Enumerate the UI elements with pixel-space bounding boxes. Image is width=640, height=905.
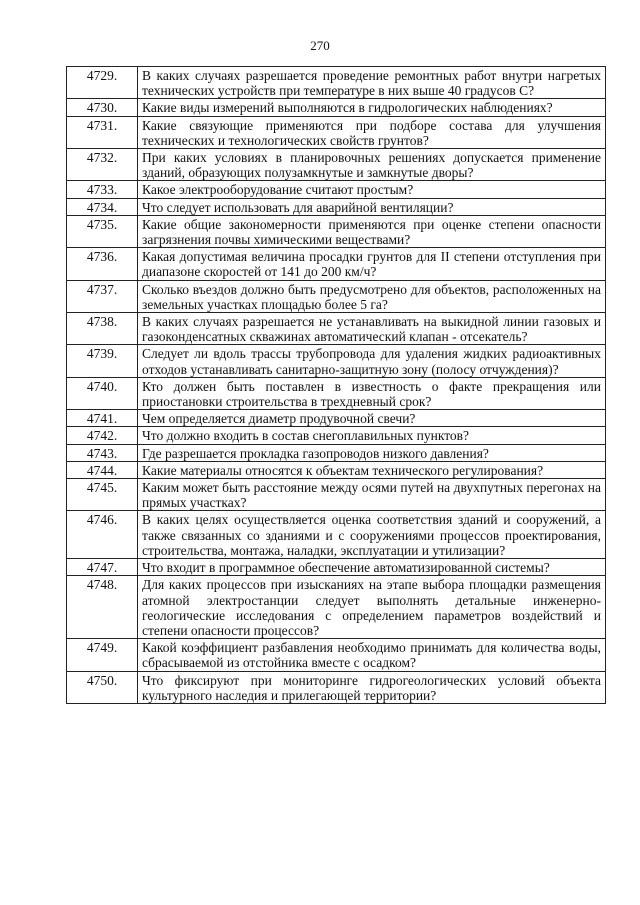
question-text: Какие материалы относятся к объектам технического регулирования? [138, 461, 606, 478]
question-text: В каких случаях разрешается не устанавливать на выкидной линии газовых и газоконденсатных скважинах автоматический клапан - отсекатель? [138, 313, 606, 345]
table-row [67, 198, 606, 215]
question-text: Какие общие закономерности применяются при оценке степени опасности загрязнения почвы химическими веществами? [138, 215, 606, 247]
table-row [67, 345, 606, 377]
question-number: 4747. [67, 559, 138, 576]
question-number: 4742. [67, 427, 138, 444]
question-number: 4730. [67, 99, 138, 116]
table-row [67, 280, 606, 312]
table-row [67, 67, 606, 99]
question-text: Каким может быть расстояние между осями путей на двухпутных перегонах на прямых участках? [138, 479, 606, 511]
question-number: 4737. [67, 280, 138, 312]
table-row [67, 461, 606, 478]
question-number: 4741. [67, 410, 138, 427]
table-row [67, 427, 606, 444]
question-text: Чем определяется диаметр продувочной свечи? [138, 410, 606, 427]
table-row [67, 639, 606, 671]
table-row [67, 99, 606, 116]
question-text: Что следует использовать для аварийной вентиляции? [138, 198, 606, 215]
page-number: 270 [310, 38, 330, 53]
question-text: Кто должен быть поставлен в известность о факте прекращения или приостановки строительства в трехдневный срок? [138, 377, 606, 409]
question-text: Что должно входить в состав снегоплавильных пунктов? [138, 427, 606, 444]
table-row [67, 377, 606, 409]
question-number: 4740. [67, 377, 138, 409]
question-text: Что входит в программное обеспечение автоматизированной системы? [138, 559, 606, 576]
table-row [67, 559, 606, 576]
question-text: Где разрешается прокладка газопроводов низкого давления? [138, 444, 606, 461]
question-text: Для каких процессов при изысканиях на этапе выбора площадки размещения атомной электростанции следует выполнять детальные инженерно-геологические исследования с определением параметров воздействий и степени опасности процессов? [138, 576, 606, 639]
question-number: 4734. [67, 198, 138, 215]
question-number: 4745. [67, 479, 138, 511]
question-text: Какие связующие применяются при подборе состава для улучшения технических и технологических свойств грунтов? [138, 116, 606, 148]
question-number: 4744. [67, 461, 138, 478]
table-row [67, 215, 606, 247]
question-text: Следует ли вдоль трассы трубопровода для удаления жидких радиоактивных отходов устанавливать санитарно-защитную зону (полосу отчуждения)? [138, 345, 606, 377]
question-number: 4748. [67, 576, 138, 639]
question-number: 4732. [67, 149, 138, 181]
table-row [67, 511, 606, 559]
table-row [67, 248, 606, 280]
question-text: Что фиксируют при мониторинге гидрогеологических условий объекта культурного наследия и прилегающей территории? [138, 671, 606, 703]
question-number: 4733. [67, 181, 138, 198]
questions-table-body [67, 67, 606, 704]
table-row [67, 444, 606, 461]
question-text: Сколько въездов должно быть предусмотрено для объектов, расположенных на земельных участках площадью более 5 га? [138, 280, 606, 312]
question-number: 4746. [67, 511, 138, 559]
question-number: 4749. [67, 639, 138, 671]
question-number: 4739. [67, 345, 138, 377]
question-number: 4729. [67, 67, 138, 99]
question-number: 4750. [67, 671, 138, 703]
question-number: 4731. [67, 116, 138, 148]
table-row [67, 576, 606, 639]
question-text: При каких условиях в планировочных решениях допускается применение зданий, образующих полузамкнутые и замкнутые дворы? [138, 149, 606, 181]
table-row [67, 313, 606, 345]
table-row [67, 410, 606, 427]
table-row [67, 149, 606, 181]
questions-table [66, 66, 606, 704]
question-number: 4735. [67, 215, 138, 247]
question-text: Какие виды измерений выполняются в гидрологических наблюдениях? [138, 99, 606, 116]
table-row [67, 181, 606, 198]
table-row [67, 116, 606, 148]
table-row [67, 671, 606, 703]
question-text: В каких случаях разрешается проведение ремонтных работ внутри нагретых технических устройств при температуре в них выше 40 градусов С? [138, 67, 606, 99]
question-number: 4736. [67, 248, 138, 280]
question-number: 4738. [67, 313, 138, 345]
table-row [67, 479, 606, 511]
question-text: Какое электрооборудование считают простым? [138, 181, 606, 198]
question-text: В каких целях осуществляется оценка соответствия зданий и сооружений, а также связанных со зданиями и с сооружениями процессов проектирования, строительства, монтажа, наладки, эксплуатации и утилизации? [138, 511, 606, 559]
question-text: Какой коэффициент разбавления необходимо принимать для количества воды, сбрасываемой из отстойника вместе с осадком? [138, 639, 606, 671]
question-text: Какая допустимая величина просадки грунтов для II степени отступления при диапазоне скоростей от 141 до 200 км/ч? [138, 248, 606, 280]
question-number: 4743. [67, 444, 138, 461]
